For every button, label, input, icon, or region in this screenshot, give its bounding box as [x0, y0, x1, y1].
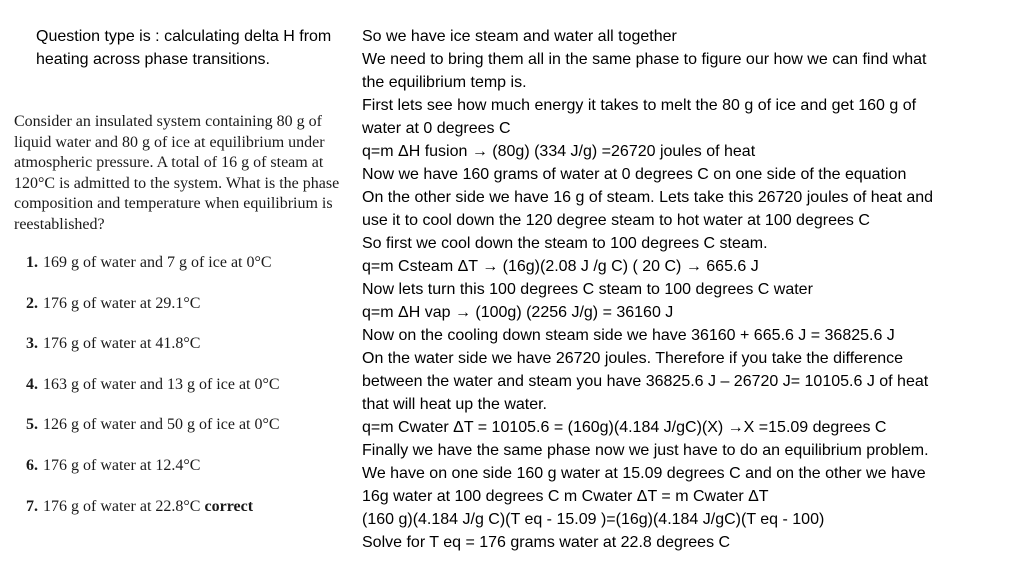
- option-1: [26, 252, 356, 293]
- solution-line: Now on the cooling down steam side we have 36160 + 665.6 J = 36825.6 J: [362, 327, 895, 344]
- option-7: [26, 496, 356, 537]
- correct-tag: correct: [204, 497, 254, 515]
- option-6: [26, 455, 356, 496]
- solution-line: (160 g)(4.184 J/g C)(T eq - 15.09 )=(16g)(4.184 J/gC)(T eq - 100): [362, 511, 825, 528]
- option-text: 176 g of water at 12.4°C: [43, 456, 201, 474]
- solution-line: So first we cool down the steam to 100 degrees C steam.: [362, 235, 768, 252]
- solution-line: We need to bring them all in the same phase to figure our how we can find what the equilibrium temp is.: [362, 51, 927, 91]
- solution-line: q=m ΔH fusion → (80g) (334 J/g) =26720 joules of heat: [362, 143, 756, 160]
- solution-line: q=m ΔH vap → (100g) (2256 J/g) = 36160 J: [362, 304, 674, 321]
- solution-steps: [362, 25, 1002, 554]
- option-number: 1.: [26, 254, 38, 271]
- solution-line: On the other side we have 16 g of steam. Lets take this 26720 joules of heat and use it to cool down the 120 degree steam to hot water at 100 degrees C: [362, 189, 934, 229]
- solution-line: We have on one side 160 g water at 15.09 degrees C and on the other we have 16g water at 100 degrees C m Cwater ΔT = m Cwater ΔT: [362, 465, 926, 505]
- option-text: 176 g of water at 29.1°C: [43, 294, 201, 312]
- solution-line: So we have ice steam and water all together: [362, 28, 677, 45]
- solution-line: Finally we have the same phase now we just have to do an equilibrium problem.: [362, 442, 929, 459]
- solution-line: Now lets turn this 100 degrees C steam to 100 degrees C water: [362, 281, 813, 298]
- solution-line: Solve for T eq = 176 grams water at 22.8 degrees C: [362, 534, 731, 551]
- option-number: 4.: [26, 375, 38, 393]
- option-2: [26, 293, 356, 334]
- solution-line: q=m Csteam ΔT → (16g)(2.08 J /g C) ( 20 C) → 665.6 J: [362, 258, 759, 275]
- option-text: 176 g of water at 22.8°C: [43, 497, 201, 515]
- option-number: 3.: [26, 335, 38, 353]
- option-number: 7.: [26, 497, 38, 515]
- option-4: [26, 374, 356, 415]
- option-text: 176 g of water at 41.8°C: [43, 335, 201, 353]
- option-3: [26, 333, 356, 374]
- option-text: 126 g of water and 50 g of ice at 0°C: [43, 416, 280, 434]
- problem-statement: Consider an insulated system containing 80 g of liquid water and 80 g of ice at equilibrium under atmospheric pressure. A total of 16 g of steam at 120°C is admitted to the system. What is the phase composition and temperature when equilibrium is reestablished?: [14, 113, 340, 233]
- solution-line: First lets see how much energy it takes to melt the 80 g of ice and get 160 g of water at 0 degrees C: [362, 97, 917, 137]
- solution-line: q=m Cwater ΔT = 10105.6 = (160g)(4.184 J/gC)(X) →X =15.09 degrees C: [362, 419, 887, 436]
- solution-line: On the water side we have 26720 joules. Therefore if you take the difference between the water and steam you have 36825.6 J – 26720 J= 10105.6 J of heat that will heat up the water.: [362, 350, 929, 413]
- option-number: 6.: [26, 456, 38, 474]
- option-5: [26, 414, 356, 455]
- option-number: 5.: [26, 416, 38, 434]
- option-text: 169 g of water and 7 g of ice at 0°C: [43, 254, 272, 271]
- option-text: 163 g of water and 13 g of ice at 0°C: [43, 375, 280, 393]
- answer-options: [26, 252, 356, 536]
- option-number: 2.: [26, 294, 38, 312]
- solution-line: Now we have 160 grams of water at 0 degrees C on one side of the equation: [362, 166, 907, 183]
- question-type-heading: Question type is : calculating delta H from heating across phase transitions.: [36, 28, 332, 68]
